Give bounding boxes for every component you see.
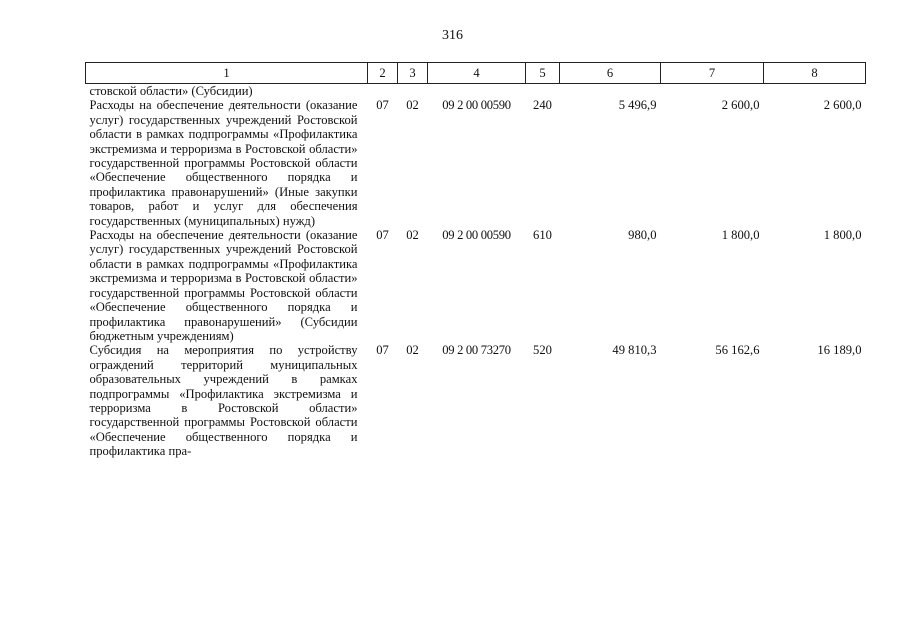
column-header-1: 1: [86, 63, 368, 84]
column-header-8: 8: [764, 63, 866, 84]
table-row: [86, 343, 866, 458]
column-header-5: 5: [526, 63, 560, 84]
row-section: 07: [376, 228, 389, 243]
table-header-row: [86, 63, 866, 84]
row-expense-type: 240: [533, 98, 552, 113]
row-amount-col6: 49 810,3: [612, 343, 657, 358]
row-amount-col7: 2 600,0: [721, 98, 760, 113]
row-amount-col7: 1 800,0: [721, 228, 760, 243]
row-amount-col8: 16 189,0: [817, 343, 862, 358]
page-number: 316: [442, 28, 463, 43]
row-target-article: 09 2 00 73270: [442, 343, 511, 358]
budget-table: [85, 62, 866, 459]
column-header-6: 6: [560, 63, 661, 84]
row-amount-col7: 56 162,6: [715, 343, 760, 358]
column-header-7: 7: [661, 63, 764, 84]
row-section: 07: [376, 343, 389, 358]
continuation-row: [86, 84, 866, 99]
row-subsection: 02: [406, 343, 419, 358]
row-expense-type: 520: [533, 343, 552, 358]
column-header-2: 2: [368, 63, 398, 84]
row-target-article: 09 2 00 00590: [442, 228, 511, 243]
row-amount-col6: 5 496,9: [618, 98, 657, 113]
column-header-4: 4: [428, 63, 526, 84]
row-amount-col8: 1 800,0: [823, 228, 862, 243]
row-amount-col6: 980,0: [628, 228, 657, 243]
continuation-text: стовской области» (Субсидии): [89, 84, 253, 98]
column-header-3: 3: [398, 63, 428, 84]
row-subsection: 02: [406, 98, 419, 113]
row-subsection: 02: [406, 228, 419, 243]
row-expense-type: 610: [533, 228, 552, 243]
table-row: [86, 98, 866, 228]
row-amount-col8: 2 600,0: [823, 98, 862, 113]
row-target-article: 09 2 00 00590: [442, 98, 511, 113]
table-row: [86, 228, 866, 343]
row-section: 07: [376, 98, 389, 113]
row-description: Расходы на обеспечение деятельности (оказание услуг) государственных учреждений Ростовской области в рамках подпрограммы «Профилактика экстремизма и терроризма в Ростовской области» государственной программы Ростовской области «Обеспечение общественного порядка и профилактика правонарушений» (Субсидии бюджетным учреждениям): [89, 228, 358, 343]
row-description: Субсидия на мероприятия по устройству ограждений территорий муниципальных образовательных учреждений в рамках подпрограммы «Профилактика экстремизма и терроризма в Ростовской области» государственной программы Ростовской области «Обеспечение общественного порядка и профилактика пра-: [89, 343, 358, 459]
row-description: Расходы на обеспечение деятельности (оказание услуг) государственных учреждений Ростовской области в рамках подпрограммы «Профилактика экстремизма и терроризма в Ростовской области» государственной программы Ростовской области «Обеспечение общественного порядка и профилактика правонарушений» (Иные закупки товаров, работ и услуг для обеспечения государственных (муниципальных) нужд): [89, 98, 358, 228]
